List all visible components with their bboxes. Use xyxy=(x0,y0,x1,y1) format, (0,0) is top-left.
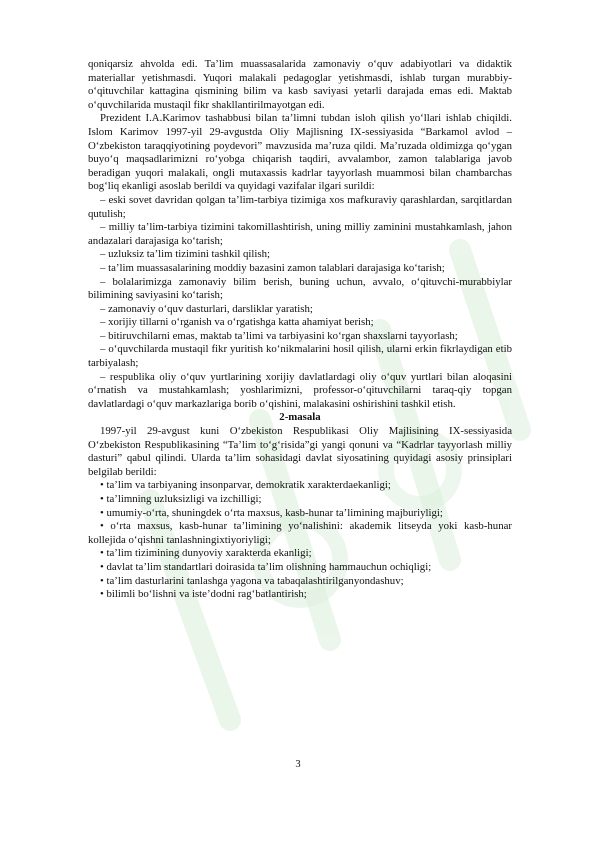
paragraph: • davlat ta’lim standartlari doirasida ta’lim olishning hammauchun ochiqligi; xyxy=(100,560,432,573)
paragraph: – xorijiy tillarni o‘rganish va o‘rgatishga katta ahamiyat berish; xyxy=(100,316,374,329)
paragraph: • umumiy-o‘rta, shuningdek o‘rta maxsus, kasb-hunar ta’limining majburiyligi; xyxy=(100,506,443,519)
paragraph: – o‘quvchilarda mustaqil fikr yuritish ko‘nikmalarini hosil qilish, ularni erkin fikrlaydigan etib tarbiyalash; xyxy=(88,343,512,370)
paragraph: 1997-yil 29-avgust kuni O‘zbekiston Respublikasi Oliy Majlisining IX-sessiyasida O‘zbekiston Respublikasining “Ta’lim to‘g‘risida”gi yangi qonuni va “Kadrlar tayyorlash milliy dasturi” qabul qilindi. Ularda ta’lim sohasidagi davlat siyosatining quyidagi asosiy prinsiplari belgilab berildi: xyxy=(88,425,512,478)
paragraph: – respublika oliy o‘quv yurtlarining xorijiy davlatlardagi oliy o‘quv yurtlari bilan aloqasini o‘rnatish va mustahkamlash; yoshlarimizni, professor-o‘qituvchilarni taraq-qiy topgan davlatlardagi o‘quv markazlariga borib o‘qishini, malakasini oshirishini tashkil etish. xyxy=(88,370,512,410)
page-number: 3 xyxy=(295,759,301,770)
paragraph: Prezident I.A.Karimov tashabbusi bilan ta’limni tubdan isloh qilish yo‘llari ishlab chiqildi. Islom Karimov 1997-yil 29-avgustda Oliy Majlisning IX-sessiyasida “Barkamol avlod – O‘zbekiston taraqqiyotining poydevori” mavzusida ma’ruza qildi. Ma’ruzada oldimizga qo‘ygan buyo‘q maqsadlarimizni ro‘yobga chiqarish taqdiri, avvalambor, zamon talablariga javob beradigan yuqori malakali, ongli mutaxassis kadrlar tayyorlash muammosi bilan chambarchas bog‘liq ekanligi asoslab berildi va quyidagi vazifalar ilgari surildi: xyxy=(88,112,512,193)
paragraph: • o‘rta maxsus, kasb-hunar ta’limining yo‘nalishini: akademik litseyda yoki kasb-hunar kollejida o‘qishni tanlashningixtiyoriyligi; xyxy=(88,520,512,546)
section-heading: 2-masala xyxy=(279,411,321,424)
paragraph: – ta’lim muassasalarining moddiy bazasini zamon talablari darajasiga ko‘tarish; xyxy=(100,261,445,274)
paragraph: • bilimli bo‘lishni va iste’dodni rag‘batlantirish; xyxy=(100,588,307,601)
paragraph: • ta’limning uzluksizligi va izchilligi; xyxy=(100,493,262,505)
paragraph: – uzluksiz ta’lim tizimini tashkil qilish; xyxy=(100,248,271,261)
paragraph: • ta’lim tizimining dunyoviy xarakterda ekanligi; xyxy=(100,547,312,560)
paragraph: • ta’lim dasturlarini tanlashga yagona va tabaqalashtirilganyondashuv; xyxy=(100,574,404,587)
document-body xyxy=(88,58,512,602)
paragraph: – bitiruvchilarni emas, maktab ta’limi va tarbiyasini ko‘rgan shaxslarni tayyorlash; xyxy=(100,329,458,342)
paragraph: – eski sovet davridan qolgan ta’lim-tarbiya tizimiga xos mafkuraviy qarashlardan, sarqitlardan qutulish; xyxy=(88,193,512,220)
paragraph: – bolalarimizga zamonaviy bilim berish, buning uchun, avvalo, o‘qituvchi-murabbiylar bilimining saviyasini ko‘tarish; xyxy=(88,275,512,302)
paragraph: qoniqarsiz ahvolda edi. Ta’lim muassasalarida zamonaviy o‘quv adabiyotlari va didaktik materiallar yetishmasdi. Yuqori malakali pedagoglar yetishmasdi, ishlab turgan murabbiy-o‘qituvchilar kattagina qismining bilim va kasb saviyasi yetarli darajada emas edi. Maktab o‘quvchilarida mustaqil fikr shakllantirilmayotgan edi. xyxy=(88,58,512,111)
paragraph: • ta’lim va tarbiyaning insonparvar, demokratik xarakterdaekanligi; xyxy=(100,479,391,492)
paragraph: – zamonaviy o‘quv dasturlari, darsliklar yaratish; xyxy=(100,302,313,315)
paragraph: – milliy ta’lim-tarbiya tizimini takomillashtirish, uning milliy zaminini mustahkamlash, jahon andazalari darajasiga ko‘tarish; xyxy=(88,221,512,247)
